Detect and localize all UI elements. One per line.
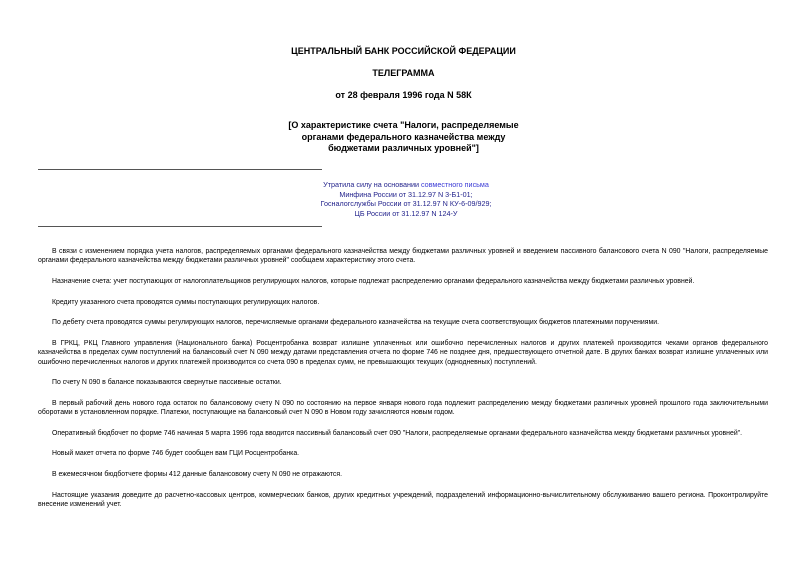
divider-bottom [38,226,322,227]
paragraph: В первый рабочий день нового года остаток по балансовому счету N 090 по состоянию на первое января нового года подлежит распределению между бюджетами различных уровней прошлого года заключительными оборотами в установленном порядке. Платежи, поступающие на балансовый счет N 090 в Новом году зачисляются новым годом. [38,399,768,417]
joint-letter-link[interactable]: совместного письма [421,180,489,189]
document-type-heading: ТЕЛЕГРАММА [372,68,435,78]
paragraph: Кредиту указанного счета проводятся суммы поступающих регулирующих налогов. [52,298,320,306]
document-date-number: от 28 февраля 1996 года N 58К [335,90,472,100]
subject-line-1: [О характеристике счета "Налоги, распределяемые [288,120,519,130]
paragraph: По дебету счета проводятся суммы регулирующих налогов, перечисляемые органами федерального казначейства на текущие счета соответствующих бюджетов платежными поручениями. [52,319,659,327]
subject-line-2: органами федерального казначейства между [301,131,506,142]
status-note-line-1 [306,180,506,190]
divider-top [38,169,322,170]
paragraph: Оперативный бюдбочет по форме 746 начиная 5 марта 1996 года вводится пассивный балансовый счет 090 "Налоги, распределяемые органами федерального казначейства между бюджетами различных уровней". [52,429,743,437]
paragraph: В ГРКЦ, РКЦ Главного управления (Национального банка) Росцентробанка возврат излишне уплаченных или ошибочно перечисленных налогов и других платежей производится чеками органов федерального казначейства в пределах сумм поступлений на балансовый счет N 090 между датами представления отчета по форме 746 не позднее дня, предшествующего отчетной дате. В других банках возврат излишне уплаченных или ошибочно перечисленных налогов и других платежей производится со счета 090 в пределах сумм, не превышающих текущих (однодневных) поступлений. [38,339,768,366]
status-note-prefix: Утратила силу на основании [323,180,421,189]
document-body [38,247,768,521]
paragraph: В связи с изменением порядка учета налогов, распределяемых органами федерального казначейства между бюджетами различных уровней и введением пассивного балансового счета N 090 "Налоги, распределяемые органами федерального казначейства между бюджетами различных уровней" сообщаем характеристику этого счета. [38,248,768,265]
paragraph: Назначение счета: учет поступающих от налогоплательщиков регулирующих налогов, которые подлежат распределению органами федерального казначейства между бюджетами различных уровней. [52,278,695,285]
paragraph: Настоящие указания доведите до расчетно-кассовых центров, коммерческих банков, других кредитных учреждений, подразделений информационно-вычислительному обслуживанию вашего региона. Проконтролируйте внесение изменений учет. [38,491,768,508]
paragraph: В ежемесячном бюдботчете формы 412 данные балансовому счету N 090 не отражаются. [52,470,342,478]
paragraph: Новый макет отчета по форме 746 будет сообщен вам ГЦИ Росцентробанка. [52,450,300,458]
issuer-heading: ЦЕНТРАЛЬНЫЙ БАНК РОССИЙСКОЙ ФЕДЕРАЦИИ [291,46,516,56]
paragraph: По счету N 090 в балансе показываются свернутые пассивные остатки. [52,379,282,387]
status-note-line-4: ЦБ России от 31.12.97 N 124-У [354,208,458,218]
subject-line-3: бюджетами различных уровней"] [328,143,479,153]
status-note [306,180,506,218]
document-subject [0,120,807,155]
status-note-line-2: Минфина России от 31.12.97 N 3-Б1-01; [339,189,473,199]
status-note-line-3: Госналогслужбы России от 31.12.97 N КУ-6-09/929; [320,199,492,209]
